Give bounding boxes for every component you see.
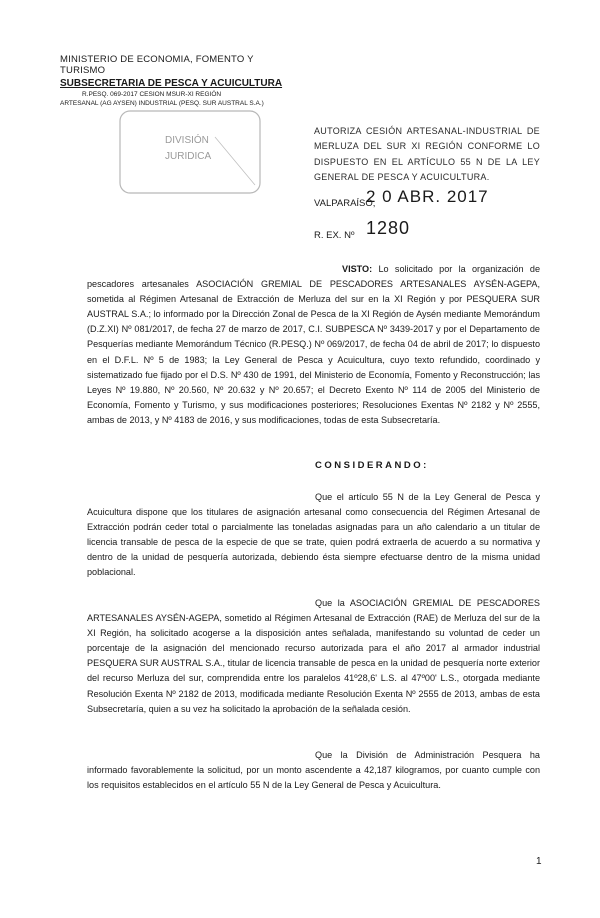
- stamp-line-1: DIVISIÓN: [165, 135, 209, 146]
- resolution-summary: AUTORIZA CESIÓN ARTESANAL-INDUSTRIAL DE MERLUZA DEL SUR XI REGIÓN CONFORME LO DISPUESTO EN EL ARTÍCULO 55 N DE LA LEY GENERAL DE PESCA Y ACUICULTURA.: [314, 126, 540, 182]
- considerando-1-text: Que el artículo 55 N de la Ley General de Pesca y Acuicultura dispone que los titulares de asignación artesanal como consecuencia del Régimen Artesanal de Extracción podrán ceder total o parcialmente las toneladas asignadas para un año calendario a un titular de licencia transable de pesca de la especie de que se trate, quien podrá extraerla de acuerdo a su normativa y dentro de la unidad de pesquería autorizada, debiendo ésta siempre efectuarse dentro de la misma unidad poblacional.: [87, 492, 540, 578]
- juridica-stamp: [115, 107, 265, 197]
- place-label: VALPARAÍSO,: [314, 198, 376, 209]
- reference-line-1: R.PESQ. 069-2017 CESION MSUR-XI REGIÓN: [82, 91, 222, 98]
- resolution-date: 2 0 ABR. 2017: [366, 187, 489, 206]
- subsecretaria-name: SUBSECRETARIA DE PESCA Y ACUICULTURA: [60, 78, 283, 89]
- considerando-paragraph-1: [87, 490, 540, 581]
- considerando-2-text: Que la ASOCIACIÓN GREMIAL DE PESCADORES ARTESANALES AYSÉN-AGEPA, sometido al Régimen Artesanal de Extracción (RAE) de Merluza del sur de la XI Región, ha solicitado acogerse a la disposición antes señalada, manifestando su voluntad de ceder un porcentaje de la asignación del mencionado recurso autorizada para el año 2017 al armador industrial PESQUERA SUR AUSTRAL S.A., titular de licencia transable de pesca en la unidad de pesquería norte exterior del recurso Merluza del sur, comprendida entre los paralelos 41º28,6' L.S. al 47º00' L.S., otorgada mediante Resolución Exenta Nº 2182 de 2013, modificada mediante Resolución Exenta Nº 2555 de 2013, ambas de esta Subsecretaría, quien a su vez ha solicitado la aprobación de la señalada cesión.: [87, 598, 540, 714]
- considerando-3-text: Que la División de Administración Pesquera ha informado favorablemente la solicitud, por un monto ascendente a 42,187 kilogramos, por cuanto cumple con los requisitos establecidos en el artículo 55 N de la Ley General de Pesca y Acuicultura.: [87, 750, 540, 791]
- letterhead: [60, 54, 300, 107]
- reference-line-2: ARTESANAL (AG AYSEN) INDUSTRIAL (PESQ. SUR AUSTRAL S.A.): [60, 100, 264, 107]
- resolution-number: 1280: [366, 218, 411, 238]
- resolution-number-label: R. EX. Nº: [314, 230, 355, 241]
- ministry-name: MINISTERIO DE ECONOMIA, FOMENTO Y TURISMO: [60, 54, 254, 76]
- considerando-paragraph-3: [87, 748, 540, 793]
- visto-paragraph: [87, 262, 540, 428]
- considerando-heading: CONSIDERANDO:: [315, 460, 429, 471]
- visto-label: VISTO:: [342, 264, 373, 274]
- stamp-line-2: JURIDICA: [165, 151, 212, 162]
- page-number: 1: [536, 856, 542, 867]
- considerando-paragraph-2: [87, 596, 540, 717]
- visto-text: Lo solicitado por la organización de pescadores artesanales ASOCIACIÓN GREMIAL DE PESCADORES ARTESANALES AYSÉN-AGEPA, sometida al Régimen Artesanal de Extracción de Merluza del sur en la XI Región y por PESQUERA SUR AUSTRAL S.A.; lo informado por la Dirección Zonal de Pesca de la XI Región de Aysén mediante Memorándum (D.Z.XI) Nº 081/2017, de fecha 27 de marzo de 2017, C.I. SUBPESCA Nº 3439-2017 y por el Departamento de Pesquerías mediante Memorándum Técnico (R.PESQ.) Nº 069/2017, de fecha 04 de abril de 2017; lo dispuesto en el D.F.L. Nº 5 de 1983; la Ley General de Pesca y Acuicultura, cuyo texto refundido, coordinado y sistematizado fue fijado por el D.S. Nº 430 de 1991, del Ministerio de Economía, Fomento y Reconstrucción; las Leyes Nº 19.880, Nº 20.560, Nº 20.632 y Nº 20.657; el Decreto Exento Nº 114 de 2005 del Ministerio de Economía, Fomento y Turismo, y sus modificaciones posteriores; Resoluciones Exentas Nº 2182 y Nº 2555, ambas de 2013, y Nº 4183 de 2016, y sus modificaciones, todas de esta Subsecretaría.: [87, 264, 541, 425]
